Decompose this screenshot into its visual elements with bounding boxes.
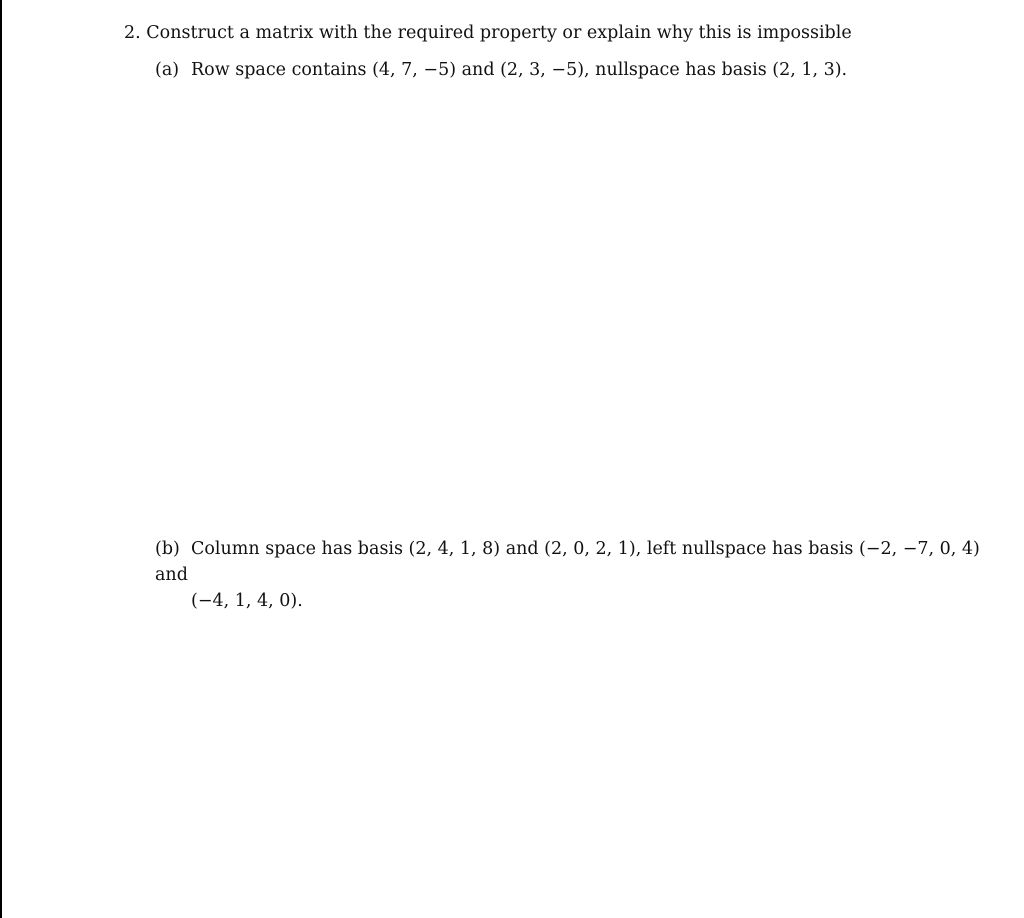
part-b-label: (b)	[155, 539, 180, 559]
question-text: Construct a matrix with the required property or explain why this is impossible	[146, 23, 852, 43]
page-left-border	[0, 0, 2, 918]
part-a-text: Row space contains (4, 7, −5) and (2, 3, −5), nullspace has basis (2, 1, 3).	[191, 60, 848, 80]
question-2	[124, 22, 852, 44]
part-a-label: (a)	[155, 60, 180, 80]
part-b-text-line1: Column space has basis (2, 4, 1, 8) and (2, 0, 2, 1), left nullspace has basis (−2, −7, 0, 4) and	[155, 539, 980, 585]
part-b	[155, 536, 985, 614]
question-number: 2.	[124, 23, 141, 43]
part-b-text-line2: (−4, 1, 4, 0).	[191, 591, 303, 611]
part-a	[155, 57, 847, 83]
